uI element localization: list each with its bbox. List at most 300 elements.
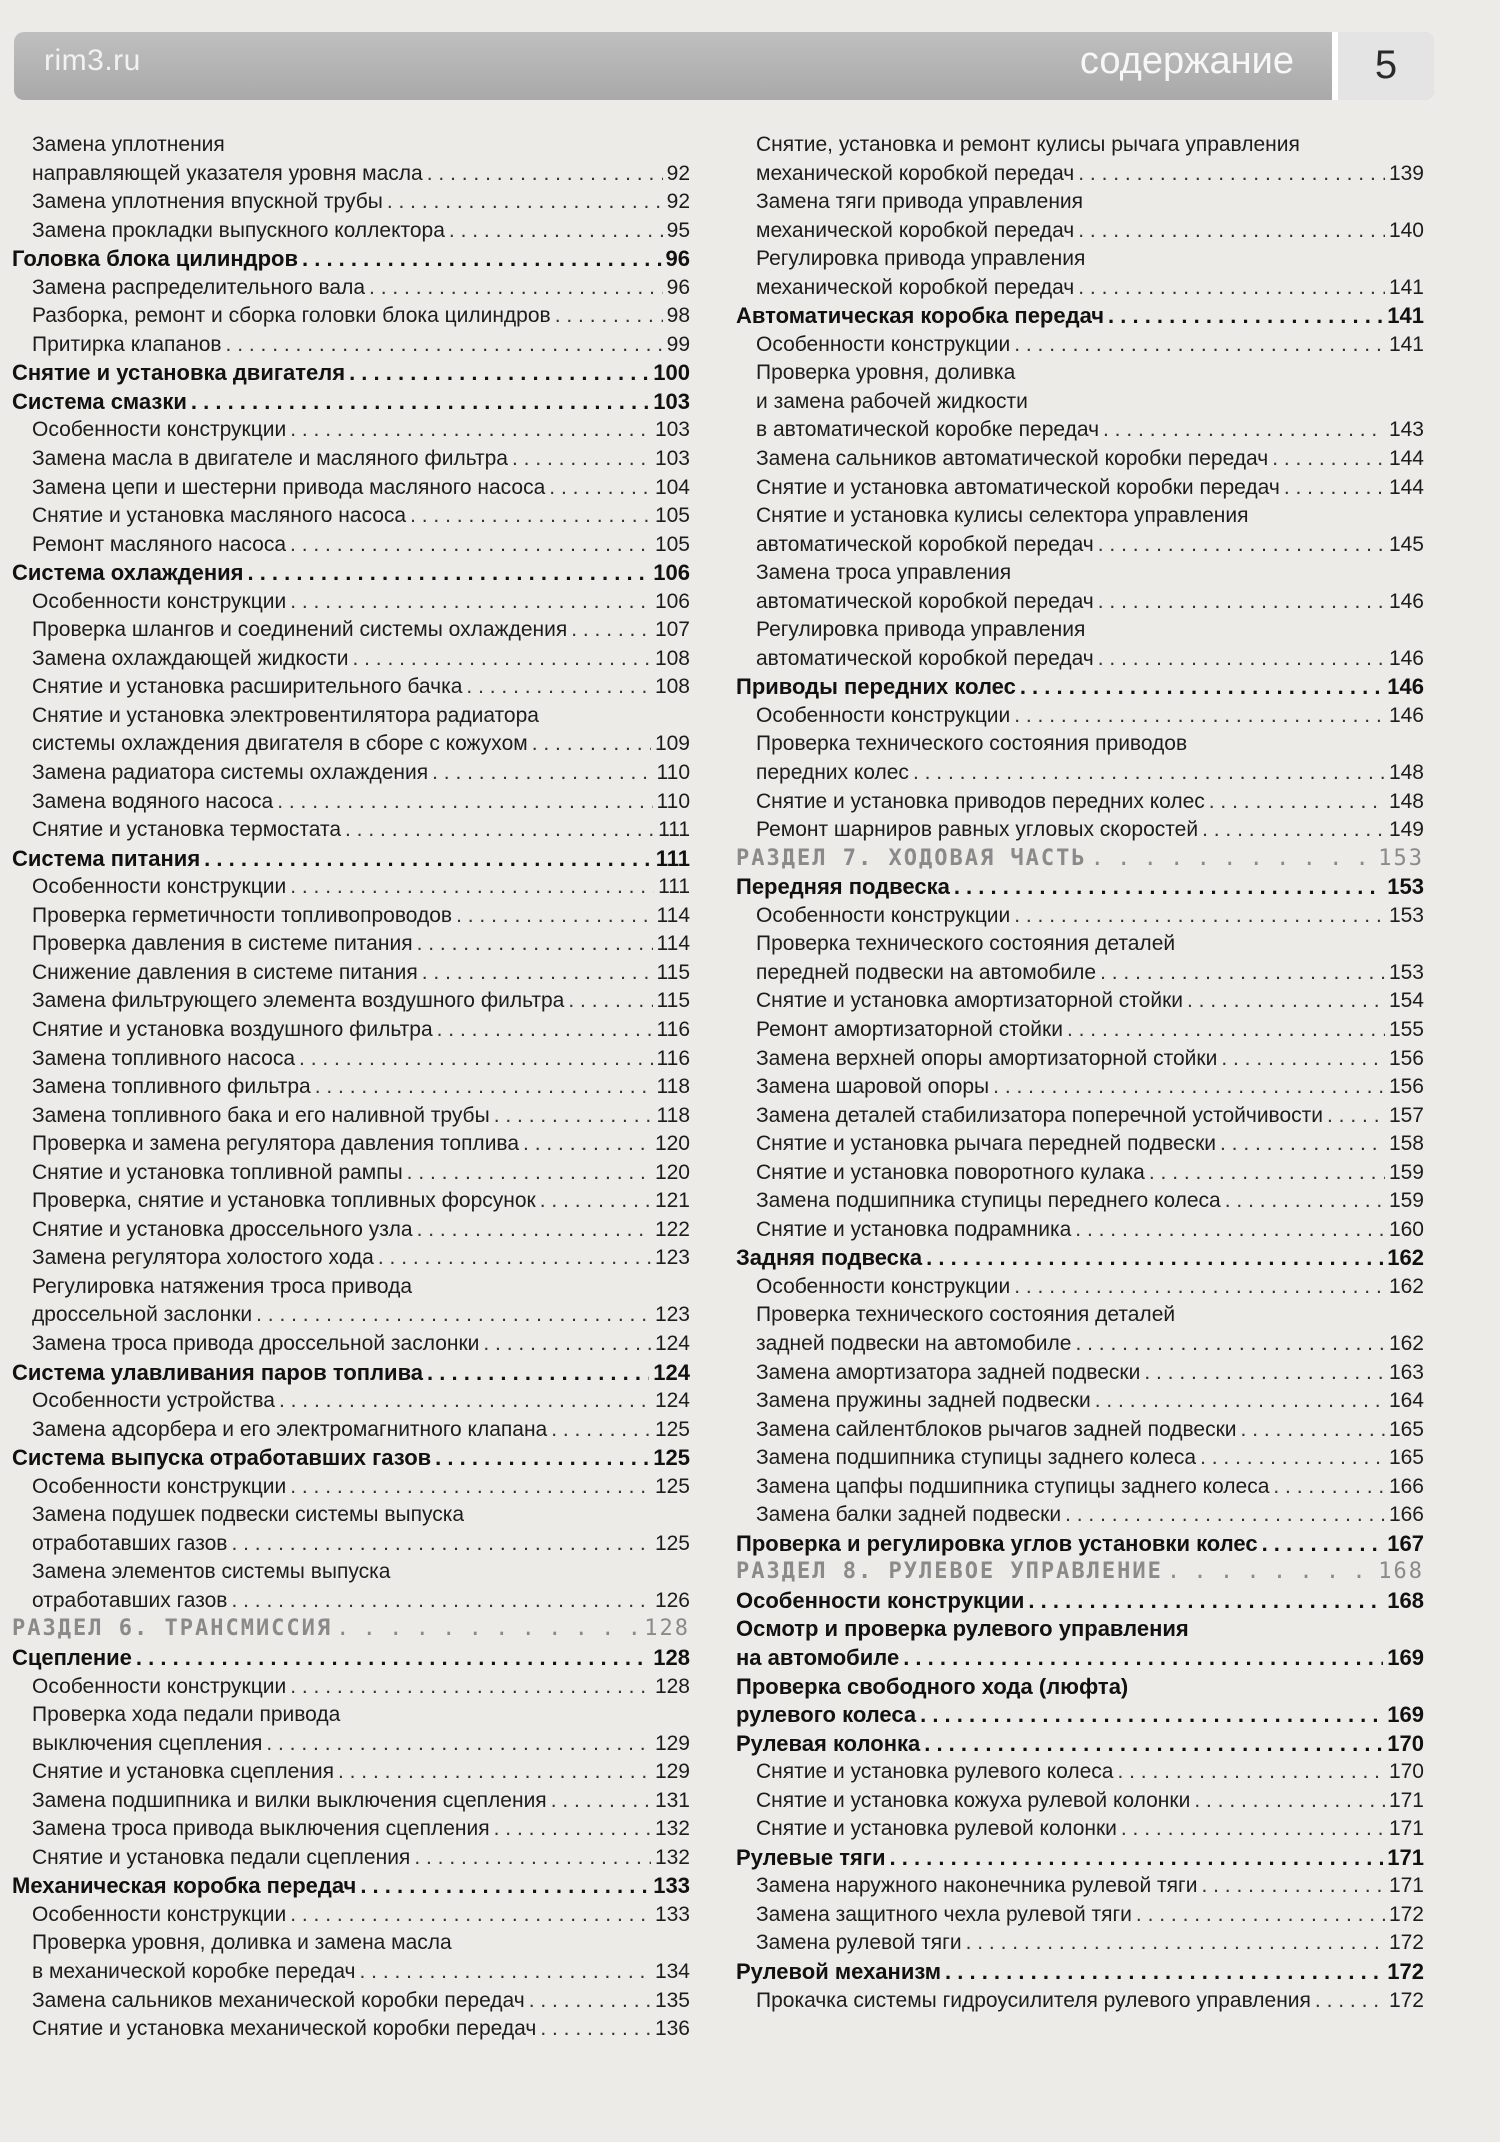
toc-item bbox=[12, 1815, 690, 1844]
toc-item bbox=[736, 959, 1424, 988]
toc-item-title: Замена защитного чехла рулевой тяги bbox=[756, 1902, 1132, 1926]
dot-leader bbox=[1201, 1872, 1385, 1901]
dot-leader bbox=[512, 445, 651, 474]
toc-item bbox=[736, 160, 1424, 189]
toc-page-number: 160 bbox=[1388, 1217, 1424, 1241]
toc-item-title: Особенности конструкции bbox=[32, 1674, 287, 1698]
toc-item-title: Автоматическая коробка передач bbox=[736, 303, 1105, 329]
toc-item-title: в механической коробке передач bbox=[32, 1960, 356, 1983]
toc-page-number: 172 bbox=[1388, 1988, 1424, 2012]
dot-leader bbox=[279, 1387, 651, 1416]
toc-page-number: 111 bbox=[658, 875, 690, 899]
toc-page-number: 171 bbox=[1387, 1844, 1424, 1870]
toc-item-title: механической коробкой передач bbox=[756, 275, 1075, 299]
dot-leader bbox=[555, 302, 663, 331]
toc-page-number: 128 bbox=[654, 1674, 690, 1698]
dot-leader bbox=[349, 359, 649, 388]
dot-leader bbox=[247, 559, 649, 588]
toc-item-title: Проверка хода педали привода bbox=[32, 1703, 341, 1727]
toc-item-title: Снятие и установка рычага передней подвески bbox=[756, 1132, 1216, 1156]
dot-leader bbox=[1014, 902, 1385, 931]
toc-item bbox=[736, 1901, 1424, 1930]
dot-leader bbox=[924, 1730, 1383, 1759]
toc-item bbox=[736, 588, 1424, 617]
toc-page-number: 124 bbox=[654, 1331, 690, 1355]
toc-page-number: 162 bbox=[1388, 1331, 1424, 1355]
toc-page-number: 165 bbox=[1388, 1446, 1424, 1470]
toc-item-title: Снятие и установка поворотного кулака bbox=[756, 1160, 1145, 1184]
toc-page-number: 129 bbox=[654, 1760, 690, 1784]
toc-item-title: Проверка давления в системе питания bbox=[32, 932, 413, 956]
toc-item bbox=[736, 1758, 1424, 1787]
dot-leader bbox=[231, 1587, 651, 1616]
toc-page-number: 153 bbox=[1387, 874, 1424, 900]
toc-item-title: Замена троса привода выключения сцепления bbox=[32, 1817, 490, 1841]
dot-leader bbox=[1103, 416, 1385, 445]
toc-item-title: Замена распределительного вала bbox=[32, 275, 366, 299]
dot-leader bbox=[432, 759, 652, 788]
toc-item-title: Замена шаровой опоры bbox=[756, 1075, 990, 1099]
toc-item-title: Проверка уровня, доливка и замена масла bbox=[32, 1931, 452, 1955]
toc-page-number: 172 bbox=[1388, 1931, 1424, 1955]
toc-page-number: 168 bbox=[1387, 1587, 1424, 1613]
toc-page-number: 105 bbox=[654, 532, 690, 556]
toc-page-number: 140 bbox=[1388, 218, 1424, 242]
dot-leader bbox=[191, 388, 649, 417]
toc-chapter bbox=[736, 1615, 1424, 1644]
toc-page-number: 144 bbox=[1388, 447, 1424, 471]
toc-chapter bbox=[736, 1587, 1424, 1616]
dot-leader bbox=[1315, 1987, 1385, 2016]
toc-item-title: Замена подшипника ступицы заднего колеса bbox=[756, 1446, 1197, 1470]
dot-leader bbox=[410, 502, 651, 531]
toc-page-number: 169 bbox=[1387, 1702, 1424, 1728]
dot-leader bbox=[352, 645, 650, 674]
toc-item bbox=[736, 1016, 1424, 1045]
toc-item-title: Задняя подвеска bbox=[736, 1245, 923, 1271]
toc-page-number: 156 bbox=[1388, 1075, 1424, 1099]
toc-item bbox=[12, 1958, 690, 1987]
toc-page-number: 111 bbox=[655, 845, 690, 871]
dot-leader bbox=[204, 845, 652, 874]
toc-item-title: Замена топливного бака и его наливной трубы bbox=[32, 1103, 490, 1127]
toc-page-number: 108 bbox=[654, 646, 690, 670]
dot-leader bbox=[1194, 1787, 1385, 1816]
toc-item bbox=[736, 930, 1424, 959]
toc-item bbox=[736, 1045, 1424, 1074]
toc-item-title: Проверка технического состояния деталей bbox=[756, 932, 1176, 956]
dot-leader bbox=[568, 987, 652, 1016]
toc-item-title: и замена рабочей жидкости bbox=[756, 389, 1028, 413]
toc-page-number: 168 bbox=[1378, 1559, 1424, 1585]
toc-page-number: 146 bbox=[1387, 674, 1424, 700]
toc-item-title: Замена сальников автоматической коробки передач bbox=[756, 447, 1269, 471]
toc-item-title: отработавших газов bbox=[32, 1531, 228, 1555]
toc-item-title: Проверка и замена регулятора давления топлива bbox=[32, 1132, 520, 1156]
dot-leader bbox=[945, 1958, 1383, 1987]
toc-item bbox=[736, 1872, 1424, 1901]
toc-item bbox=[12, 873, 690, 902]
toc-item bbox=[12, 1929, 690, 1958]
dot-leader bbox=[360, 1958, 651, 1987]
dot-leader bbox=[1065, 1501, 1385, 1530]
dot-leader bbox=[1136, 1901, 1385, 1930]
toc-item bbox=[736, 902, 1424, 931]
toc-column-left bbox=[12, 131, 690, 2044]
toc-item-title: Снятие и установка кожуха рулевой колонки bbox=[756, 1788, 1191, 1812]
dot-leader bbox=[1202, 816, 1385, 845]
dot-leader bbox=[302, 245, 662, 274]
toc-item-title: Особенности конструкции bbox=[32, 418, 287, 442]
toc-page-number: 146 bbox=[1388, 646, 1424, 670]
toc-item-title: Ремонт амортизаторной стойки bbox=[756, 1017, 1063, 1041]
toc-page-number: 145 bbox=[1388, 532, 1424, 556]
dot-leader bbox=[1272, 445, 1385, 474]
toc-page-number: 95 bbox=[666, 218, 690, 242]
dot-leader bbox=[1098, 588, 1385, 617]
toc-item bbox=[12, 1045, 690, 1074]
dot-leader bbox=[494, 1815, 651, 1844]
toc-item-title: Замена сайлентблоков рычагов задней подвески bbox=[756, 1417, 1237, 1441]
toc-page-number: 169 bbox=[1387, 1644, 1424, 1670]
toc-item bbox=[12, 1558, 690, 1587]
toc-item bbox=[736, 1102, 1424, 1131]
dot-leader bbox=[369, 274, 663, 303]
toc-page-number: 125 bbox=[654, 1531, 690, 1555]
toc-item bbox=[736, 987, 1424, 1016]
dot-leader bbox=[571, 616, 651, 645]
toc-chapter bbox=[12, 1359, 690, 1388]
toc-page-number: 172 bbox=[1387, 1959, 1424, 1984]
toc-item-title: Особенности конструкции bbox=[32, 875, 287, 899]
toc-item-title: Снятие и установка автоматической коробки передач bbox=[756, 475, 1280, 499]
dot-leader bbox=[290, 1473, 651, 1502]
toc-item bbox=[736, 1159, 1424, 1188]
toc-page-number: 159 bbox=[1388, 1189, 1424, 1213]
toc-item bbox=[12, 131, 690, 160]
toc-item bbox=[12, 1530, 690, 1559]
page-number: 5 bbox=[1332, 32, 1434, 100]
toc-item bbox=[12, 673, 690, 702]
toc-page-number: 128 bbox=[653, 1644, 690, 1670]
toc-page-number: 98 bbox=[666, 304, 690, 328]
dot-leader bbox=[1262, 1530, 1384, 1559]
dot-leader bbox=[890, 1844, 1384, 1873]
toc-column-right bbox=[736, 131, 1424, 2015]
toc-item-title: Рулевой механизм bbox=[736, 1959, 942, 1984]
toc-page-number: 99 bbox=[666, 332, 690, 356]
toc-item-title: Замена уплотнения bbox=[32, 133, 225, 156]
dot-leader bbox=[1284, 474, 1385, 503]
toc-item bbox=[12, 1673, 690, 1702]
toc-item bbox=[12, 2015, 690, 2044]
toc-page-number: 155 bbox=[1388, 1017, 1424, 1041]
dot-leader bbox=[437, 1016, 653, 1045]
toc-chapter bbox=[12, 1872, 690, 1901]
toc-page-number: 123 bbox=[654, 1246, 690, 1270]
toc-item bbox=[12, 274, 690, 303]
toc-item bbox=[12, 816, 690, 845]
toc-item bbox=[736, 730, 1424, 759]
toc-page-number: 105 bbox=[654, 504, 690, 528]
toc-item-title: Снижение давления в системе питания bbox=[32, 960, 418, 984]
toc-item-title: Замена подушек подвески системы выпуска bbox=[32, 1503, 465, 1527]
toc-item-title: Замена водяного насоса bbox=[32, 789, 274, 813]
toc-item bbox=[736, 816, 1424, 845]
toc-page-number: 114 bbox=[656, 932, 690, 956]
dot-leader bbox=[1187, 987, 1385, 1016]
dot-leader bbox=[1014, 331, 1385, 360]
toc-page-number: 106 bbox=[653, 560, 690, 586]
toc-item bbox=[736, 1815, 1424, 1844]
toc-item bbox=[12, 1473, 690, 1502]
toc-item-title: Замена тяги привода управления bbox=[756, 190, 1084, 214]
toc-item-title: Рулевые тяги bbox=[736, 1844, 886, 1870]
toc-item-title: Особенности конструкции bbox=[32, 589, 287, 613]
toc-item-title: Замена регулятора холостого хода bbox=[32, 1246, 374, 1270]
toc-item-title: Снятие и установка амортизаторной стойки bbox=[756, 989, 1183, 1013]
dot-leader bbox=[1241, 1416, 1385, 1445]
toc-page-number: 154 bbox=[1388, 989, 1424, 1013]
toc-item-title: Особенности конструкции bbox=[756, 332, 1011, 356]
dot-leader bbox=[540, 2015, 651, 2044]
toc-item-title: Система охлаждения bbox=[12, 560, 244, 586]
toc-chapter bbox=[736, 1530, 1424, 1559]
toc-item-title: Замена наружного наконечника рулевой тяги bbox=[756, 1874, 1198, 1898]
toc-item bbox=[12, 1701, 690, 1730]
toc-chapter bbox=[12, 845, 690, 874]
toc-page-number: 120 bbox=[654, 1160, 690, 1184]
toc-page-number: 141 bbox=[1388, 275, 1424, 299]
dot-leader bbox=[1108, 302, 1383, 331]
dot-leader bbox=[920, 1701, 1383, 1730]
toc-chapter bbox=[12, 388, 690, 417]
toc-page-number: 107 bbox=[654, 618, 690, 642]
toc-item bbox=[12, 1387, 690, 1416]
dot-leader bbox=[903, 1644, 1383, 1673]
toc-item-title: Снятие и установка воздушного фильтра bbox=[32, 1017, 433, 1041]
toc-item bbox=[12, 702, 690, 731]
toc-item-title: Проверка свободного хода (люфта) bbox=[736, 1673, 1129, 1699]
dot-leader bbox=[387, 188, 663, 217]
dot-leader bbox=[266, 1730, 651, 1759]
toc-page-number: 103 bbox=[653, 388, 690, 414]
toc-item-title: Снятие и установка топливной рампы bbox=[32, 1160, 403, 1184]
toc-section-heading bbox=[736, 845, 1424, 874]
dot-leader bbox=[966, 1929, 1385, 1958]
toc-page-number: 165 bbox=[1388, 1417, 1424, 1441]
toc-item bbox=[12, 1102, 690, 1131]
dot-leader bbox=[1225, 1187, 1385, 1216]
toc-item-title: системы охлаждения двигателя в сборе с кожухом bbox=[32, 732, 528, 756]
toc-page-number: 171 bbox=[1388, 1874, 1424, 1898]
toc-page-number: 123 bbox=[654, 1303, 690, 1327]
toc-item-title: передней подвески на автомобиле bbox=[756, 960, 1097, 984]
toc-item bbox=[12, 588, 690, 617]
toc-item-title: Замена уплотнения впускной трубы bbox=[32, 190, 383, 214]
toc-item bbox=[12, 1016, 690, 1045]
toc-item-title: Замена цепи и шестерни привода масляного насоса bbox=[32, 475, 546, 499]
dot-leader bbox=[345, 816, 654, 845]
toc-page-number: 96 bbox=[665, 246, 690, 272]
toc-item bbox=[736, 245, 1424, 274]
toc-chapter bbox=[736, 673, 1424, 702]
toc-page-number: 159 bbox=[1388, 1160, 1424, 1184]
toc-item-title: Проверка герметичности топливопроводов bbox=[32, 903, 453, 927]
toc-page-number: 139 bbox=[1388, 161, 1424, 185]
toc-item bbox=[12, 445, 690, 474]
toc-chapter bbox=[736, 1844, 1424, 1873]
toc-item-title: дроссельной заслонки bbox=[32, 1303, 253, 1327]
toc-item-title: Ремонт шарниров равных угловых скоростей bbox=[756, 818, 1199, 842]
toc-item bbox=[736, 188, 1424, 217]
dot-leader bbox=[456, 902, 652, 931]
section-title: РУЛЕВОЕ УПРАВЛЕНИЕ bbox=[888, 1559, 1163, 1585]
toc-item-title: Замена верхней опоры амортизаторной стойки bbox=[756, 1046, 1218, 1070]
toc-item-title: Снятие и установка рулевого колеса bbox=[756, 1760, 1114, 1784]
toc-page-number: 132 bbox=[654, 1817, 690, 1841]
dot-leader bbox=[1091, 845, 1375, 874]
toc-section-heading bbox=[736, 1558, 1424, 1587]
toc-item-title: Снятие и установка термостата bbox=[32, 818, 342, 842]
toc-item bbox=[736, 1987, 1424, 2016]
toc-item bbox=[12, 1416, 690, 1445]
toc-page-number: 171 bbox=[1388, 1817, 1424, 1841]
toc-item-title: Рулевая колонка bbox=[736, 1730, 921, 1756]
toc-page-number: 146 bbox=[1388, 589, 1424, 613]
dot-leader bbox=[427, 1359, 649, 1388]
toc-item-title: Проверка шлангов и соединений системы охлаждения bbox=[32, 618, 568, 642]
dot-leader bbox=[1117, 1758, 1384, 1787]
toc-page-number: 129 bbox=[654, 1731, 690, 1755]
dot-leader bbox=[1144, 1359, 1385, 1388]
toc-item-title: Замена рулевой тяги bbox=[756, 1931, 962, 1955]
toc-item bbox=[736, 1301, 1424, 1330]
toc-item-title: Замена масла в двигателе и масляного фильтра bbox=[32, 447, 508, 471]
toc-page-number: 134 bbox=[654, 1960, 690, 1983]
toc-item bbox=[736, 1216, 1424, 1245]
toc-item-title: Проверка, снятие и установка топливных форсунок bbox=[32, 1189, 536, 1213]
toc-item-title: Снятие и установка механической коробки передач bbox=[32, 2017, 537, 2041]
toc-page-number: 133 bbox=[653, 1873, 690, 1899]
dot-leader bbox=[1209, 788, 1385, 817]
toc-item bbox=[12, 788, 690, 817]
toc-page-number: 114 bbox=[656, 903, 690, 927]
dot-leader bbox=[1028, 1587, 1383, 1616]
toc-item bbox=[12, 1987, 690, 2016]
toc-item bbox=[736, 559, 1424, 588]
toc-chapter bbox=[736, 1958, 1424, 1987]
toc-item bbox=[12, 1844, 690, 1873]
toc-item bbox=[12, 502, 690, 531]
dot-leader bbox=[1075, 1330, 1385, 1359]
toc-item bbox=[736, 1929, 1424, 1958]
toc-item-title: Снятие и установка масляного насоса bbox=[32, 504, 407, 528]
toc-item-title: Система выпуска отработавших газов bbox=[12, 1445, 432, 1471]
dot-leader bbox=[290, 416, 651, 445]
dot-leader bbox=[1078, 274, 1385, 303]
toc-page-number: 126 bbox=[654, 1588, 690, 1612]
toc-item-title: механической коробкой передач bbox=[756, 161, 1075, 185]
toc-item-title: Передняя подвеска bbox=[736, 874, 950, 900]
toc-item bbox=[12, 1758, 690, 1787]
toc-item-title: направляющей указателя уровня масла bbox=[32, 161, 423, 185]
dot-leader bbox=[422, 959, 653, 988]
dot-leader bbox=[913, 759, 1385, 788]
toc-item bbox=[12, 1901, 690, 1930]
toc-item bbox=[736, 445, 1424, 474]
section-label: РАЗДЕЛ 7. bbox=[736, 845, 874, 871]
toc-item-title: Замена цапфы подшипника ступицы заднего колеса bbox=[756, 1474, 1270, 1498]
toc-page-number: 144 bbox=[1388, 475, 1424, 499]
toc-page-number: 125 bbox=[653, 1445, 690, 1471]
toc-page-number: 166 bbox=[1388, 1503, 1424, 1527]
toc-item-title: Замена троса управления bbox=[756, 561, 1012, 585]
dot-leader bbox=[1014, 1273, 1385, 1302]
toc-chapter bbox=[736, 1644, 1424, 1673]
dot-leader bbox=[231, 1530, 651, 1559]
dot-leader bbox=[551, 1416, 651, 1445]
dot-leader bbox=[1149, 1159, 1385, 1188]
toc-item-title: Снятие и установка рулевой колонки bbox=[756, 1817, 1117, 1841]
toc-item bbox=[12, 959, 690, 988]
toc-item-title: Особенности конструкции bbox=[756, 903, 1011, 927]
toc-page-number: 108 bbox=[654, 675, 690, 699]
toc-item bbox=[12, 1501, 690, 1530]
dot-leader bbox=[290, 1673, 651, 1702]
toc-item bbox=[12, 902, 690, 931]
toc-page-number: 121 bbox=[654, 1189, 690, 1213]
toc-item-title: Разборка, ремонт и сборка головки блока цилиндров bbox=[32, 304, 551, 328]
toc-item-title: Приводы передних колес bbox=[736, 674, 1016, 700]
toc-item bbox=[12, 759, 690, 788]
toc-item-title: Снятие и установка кулисы селектора управления bbox=[756, 504, 1249, 528]
dot-leader bbox=[338, 1758, 651, 1787]
section-title: содержание bbox=[1079, 40, 1294, 82]
toc-item-title: Прокачка системы гидроусилителя рулевого управления bbox=[756, 1988, 1311, 2012]
dot-leader bbox=[136, 1644, 649, 1673]
toc-item bbox=[736, 1473, 1424, 1502]
toc-page-number: 109 bbox=[654, 732, 690, 756]
toc-page-number: 128 bbox=[644, 1616, 690, 1642]
toc-page-number: 106 bbox=[654, 589, 690, 613]
dot-leader bbox=[360, 1872, 649, 1901]
toc-chapter bbox=[736, 1701, 1424, 1730]
toc-page-number: 120 bbox=[654, 1132, 690, 1156]
toc-page-number: 143 bbox=[1388, 418, 1424, 442]
toc-item bbox=[12, 188, 690, 217]
toc-page-number: 146 bbox=[1388, 703, 1424, 727]
toc-page-number: 96 bbox=[666, 275, 690, 299]
toc-item bbox=[736, 1501, 1424, 1530]
toc-page-number: 153 bbox=[1388, 903, 1424, 927]
toc-item bbox=[736, 388, 1424, 417]
toc-item bbox=[12, 331, 690, 360]
toc-item-title: Особенности конструкции bbox=[756, 703, 1011, 727]
toc-item bbox=[12, 1330, 690, 1359]
toc-page-number: 110 bbox=[656, 761, 690, 785]
toc-item-title: Сцепление bbox=[12, 1644, 132, 1670]
section-label: РАЗДЕЛ 8. bbox=[736, 1559, 874, 1585]
toc-chapter bbox=[736, 302, 1424, 331]
dot-leader bbox=[315, 1073, 653, 1102]
dot-leader bbox=[1221, 1045, 1385, 1074]
toc-item-title: Механическая коробка передач bbox=[12, 1873, 357, 1899]
toc-item bbox=[736, 1273, 1424, 1302]
section-title: ТРАНСМИССИЯ bbox=[164, 1616, 333, 1642]
toc-item-title: Замена прокладки выпускного коллектора bbox=[32, 218, 445, 242]
dot-leader bbox=[427, 160, 663, 189]
